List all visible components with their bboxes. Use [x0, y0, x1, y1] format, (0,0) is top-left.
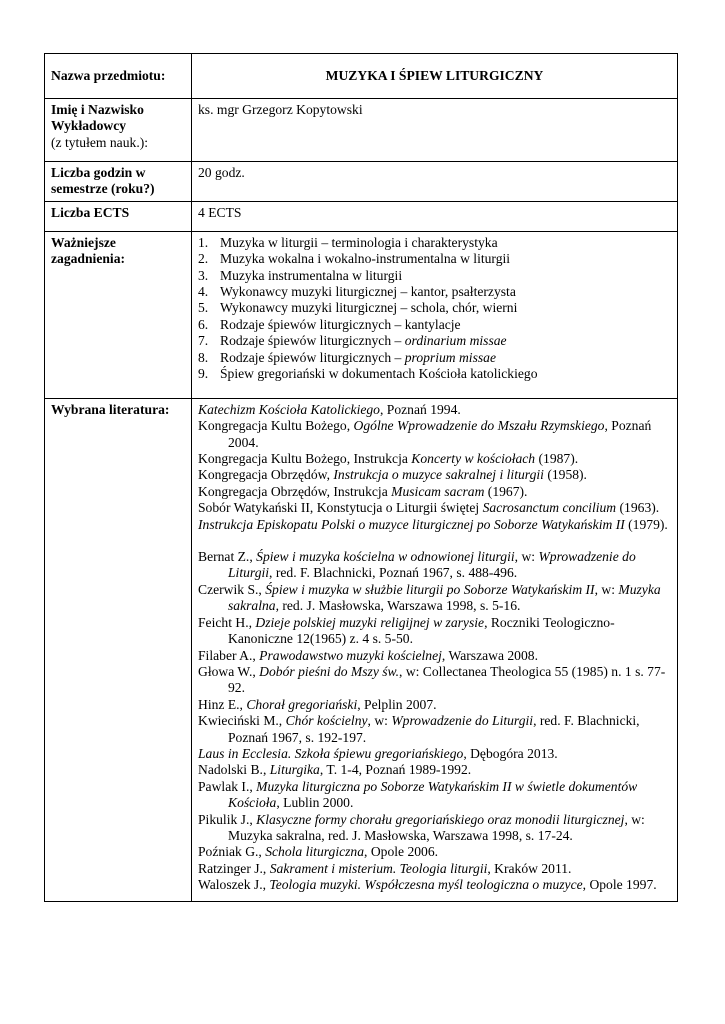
topics-cell [192, 231, 678, 398]
literature-entry: Hinz E., Chorał gregoriański, Pelplin 2007. [198, 696, 437, 712]
row-lecturer [45, 99, 678, 162]
topic-item [198, 235, 671, 251]
literature-title: Śpiew i muzyka w służbie liturgii po Soborze Watykańskim II [265, 581, 595, 597]
topic-number: 3. [198, 267, 209, 283]
literature-title: Teologia muzyki. Współczesna myśl teologiczna o muzyce [269, 877, 583, 893]
literature-title: Sacrosanctum concilium [482, 500, 617, 516]
topic-item [198, 350, 671, 366]
literature-title: Musicam sacram [391, 483, 485, 499]
row-ects [45, 201, 678, 231]
syllabus-table [44, 53, 678, 902]
topic-text: Rodzaje śpiewów liturgicznych – proprium missae [220, 349, 496, 365]
ects-value: 4 ECTS [192, 201, 678, 231]
topic-emphasis: proprium missae [404, 349, 496, 365]
topic-emphasis: ordinarium missae [404, 333, 507, 349]
topics-list [198, 235, 671, 383]
literature-entry: Katechizm Kościoła Katolickiego, Poznań 1994. [198, 401, 461, 417]
topic-item [198, 284, 671, 300]
literature-title: Prawodawstwo muzyki kościelnej [259, 647, 442, 663]
literature-entry: Waloszek J., Teologia muzyki. Współczesna myśl teologiczna o muzyce, Opole 1997. [198, 877, 657, 893]
row-literature [45, 398, 678, 901]
literature-title: Chór kościelny [285, 713, 368, 729]
topic-item [198, 333, 671, 349]
topic-number: 5. [198, 300, 209, 316]
topic-number: 2. [198, 251, 209, 267]
literature-title: Ogólne Wprowadzenie do Mszału Rzymskiego [353, 418, 605, 434]
hours-label: Liczba godzin w semestrze (roku?) [45, 162, 192, 202]
topic-item [198, 251, 671, 267]
topic-item [198, 300, 671, 316]
literature-title: Liturgika [269, 762, 320, 778]
literature-title: Chorał gregoriański [246, 696, 358, 712]
topic-text: Muzyka w liturgii – terminologia i charakterystyka [220, 234, 498, 250]
literature-entry: Czerwik S., Śpiew i muzyka w służbie liturgii po Soborze Watykańskim II, w: Muzyka sakralna, red. J. Masłowska, Warszawa 1998, s. 5-16. [198, 581, 661, 614]
literature-title: Sakrament i misterium. Teologia liturgii [269, 860, 488, 876]
literature-title: Dobór pieśni do Mszy św. [259, 663, 400, 679]
literature-entry: Kongregacja Obrzędów, Instrukcja Musicam sacram (1967). [198, 483, 528, 499]
topic-text: Wykonawcy muzyki liturgicznej – kantor, psałterzysta [220, 284, 516, 300]
literature-entry: Pawlak I., Muzyka liturgiczna po Soborze Watykańskim II w świetle dokumentów Kościoła, Lublin 2000. [198, 778, 638, 811]
ects-label: Liczba ECTS [45, 201, 192, 231]
course-name-value: MUZYKA I ŚPIEW LITURGICZNY [192, 54, 678, 99]
literature-entry: Instrukcja Episkopatu Polski o muzyce liturgicznej po Soborze Watykańskim II (1979). [198, 516, 668, 532]
topic-number: 7. [198, 333, 209, 349]
course-name-label: Nazwa przedmiotu: [45, 54, 192, 99]
literature-source-title: Wprowadzenie do Liturgii [391, 713, 534, 729]
literature-title: Muzyka liturgiczna po Soborze Watykańskim II w świetle dokumentów Kościoła [228, 778, 638, 811]
topic-text: Muzyka instrumentalna w liturgii [220, 267, 403, 283]
lecturer-label-note: (z tytułem nauk.): [51, 134, 149, 150]
literature-source-title: Wprowadzenie do Liturgii [228, 549, 636, 581]
topic-text: Wykonawcy muzyki liturgicznej – schola, chór, wierni [220, 300, 518, 316]
literature-title: Schola liturgiczna [265, 844, 365, 860]
lecturer-label-line1: Imię i Nazwisko [51, 102, 144, 117]
literature-entry: Sobór Watykański II, Konstytucja o Liturgii świętej Sacrosanctum concilium (1963). [198, 500, 660, 516]
lecturer-value: ks. mgr Grzegorz Kopytowski [192, 99, 678, 162]
topic-number: 1. [198, 234, 209, 250]
literature-entry: Feicht H., Dzieje polskiej muzyki religijnej w zarysie, Roczniki Teologiczno-Kanoniczne 12(1965) z. 4 s. 5-50. [198, 614, 615, 647]
hours-value: 20 godz. [192, 162, 678, 202]
topic-item [198, 317, 671, 333]
literature-title: Śpiew i muzyka kościelna w odnowionej liturgii [256, 549, 515, 565]
topics-label: Ważniejsze zagadnienia: [45, 231, 192, 398]
topic-number: 6. [198, 316, 209, 332]
row-course-name [45, 54, 678, 99]
literature-books [198, 549, 671, 894]
literature-source-title: Muzyka sakralna [228, 581, 661, 614]
literature-title: Dzieje polskiej muzyki religijnej w zarysie [255, 614, 485, 630]
literature-entry: Głowa W., Dobór pieśni do Mszy św., w: Collectanea Theologica 55 (1985) n. 1 s. 77-92. [198, 663, 666, 696]
literature-entry: Laus in Ecclesia. Szkoła śpiewu gregoriańskiego, Dębogóra 2013. [198, 745, 558, 761]
topic-text: Muzyka wokalna i wokalno-instrumentalna w liturgii [220, 251, 511, 267]
row-hours [45, 162, 678, 202]
lecturer-label [45, 99, 192, 162]
literature-documents [198, 402, 671, 533]
topic-number: 9. [198, 366, 209, 382]
literature-entry: Kongregacja Obrzędów, Instrukcja o muzyce sakralnej i liturgii (1958). [198, 467, 587, 483]
literature-entry: Kwieciński M., Chór kościelny, w: Wprowadzenie do Liturgii, red. F. Blachnicki, Poznań 1967, s. 192-197. [198, 713, 640, 745]
literature-title: Instrukcja o muzyce sakralnej i liturgii [333, 467, 544, 483]
literature-label: Wybrana literatura: [45, 398, 192, 901]
topic-text: Śpiew gregoriański w dokumentach Kościoła katolickiego [220, 366, 538, 382]
literature-entry: Nadolski B., Liturgika, T. 1-4, Poznań 1989-1992. [198, 762, 472, 778]
literature-cell [192, 398, 678, 901]
literature-entry: Poźniak G., Schola liturgiczna, Opole 2006. [198, 844, 439, 860]
literature-title: Koncerty w kościołach [411, 451, 536, 467]
literature-entry: Kongregacja Kultu Bożego, Ogólne Wprowadzenie do Mszału Rzymskiego, Poznań 2004. [198, 418, 652, 450]
topic-number: 4. [198, 284, 209, 300]
literature-entry: Ratzinger J., Sakrament i misterium. Teologia liturgii, Kraków 2011. [198, 860, 572, 876]
lecturer-label-line2: Wykładowcy [51, 118, 127, 134]
literature-gap [198, 533, 671, 549]
literature-title: Laus in Ecclesia. Szkoła śpiewu gregoriańskiego [198, 745, 464, 761]
literature-entry: Kongregacja Kultu Bożego, Instrukcja Koncerty w kościołach (1987). [198, 451, 579, 467]
topic-text: Rodzaje śpiewów liturgicznych – kantylacje [220, 316, 461, 332]
row-topics [45, 231, 678, 398]
literature-title: Instrukcja Episkopatu Polski o muzyce liturgicznej po Soborze Watykańskim II [198, 516, 625, 532]
topic-item [198, 366, 671, 382]
literature-title: Klasyczne formy chorału gregoriańskiego oraz monodii liturgicznej [256, 811, 625, 827]
topic-item [198, 268, 671, 284]
literature-entry: Filaber A., Prawodawstwo muzyki kościelnej, Warszawa 2008. [198, 647, 538, 663]
literature-entry: Bernat Z., Śpiew i muzyka kościelna w odnowionej liturgii, w: Wprowadzenie do Liturgii, red. F. Blachnicki, Poznań 1967, s. 488-496. [198, 549, 636, 581]
topic-number: 8. [198, 349, 209, 365]
topic-text: Rodzaje śpiewów liturgicznych – ordinarium missae [220, 333, 507, 349]
literature-title: Katechizm Kościoła Katolickiego [198, 401, 380, 417]
literature-entry: Pikulik J., Klasyczne formy chorału gregoriańskiego oraz monodii liturgicznej, w: Muzyka sakralna, red. J. Masłowska, Warszawa 1998, s. 17-24. [198, 811, 645, 843]
